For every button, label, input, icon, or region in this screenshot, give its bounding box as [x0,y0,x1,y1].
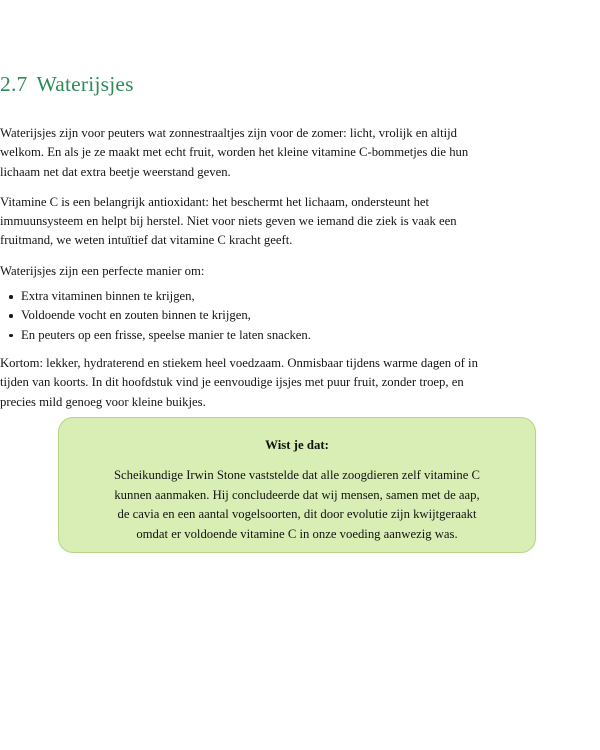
callout-line: Scheikundige Irwin Stone vaststelde dat alle zoogdieren zelf vitamine C [113,468,481,482]
callout-title: Wist je dat: [265,438,329,452]
page-title [0,72,134,97]
callout-line: omdat er voldoende vitamine C in onze voeding aanwezig was. [136,526,458,541]
paragraph-intro: Waterijsjes zijn voor peuters wat zonnestraaltjes zijn voor de zomer: licht, vrolijk en altijd welkom. En als je ze maakt met echt fruit, worden het kleine vitamine C-bommetjes die hun lichaam net dat extra beetje weerstand geven. [0,126,469,179]
list-item [0,287,482,306]
callout-line: kunnen aanmaken. Hij concludeerde dat wij mensen, samen met de aap, [114,487,480,502]
bullet-dot-icon [9,314,13,318]
chapter-title-text: Waterijsjes [36,72,134,96]
bullet-dot-icon [9,334,13,338]
list-item-label: En peuters op een frisse, speelse manier te laten snacken. [21,327,311,342]
body-content [0,124,482,412]
benefits-list [0,287,482,345]
list-item [0,306,482,325]
bullet-dot-icon [9,295,13,299]
list-item [0,326,482,345]
paragraph-closing: Kortom: lekker, hydraterend en stiekem heel voedzaam. Onmisbaar tijdens warme dagen of in tijden van koorts. In dit hoofdstuk vind je eenvoudige ijsjes met puur fruit, zonder troep, en precies mild genoeg voor kleine buikjes. [0,355,478,409]
paragraph-vitamin-c: Vitamine C is een belangrijk antioxidant: het beschermt het lichaam, ondersteunt het immuunsysteem en helpt bij herstel. Niet voor niets geven we iemand die ziek is vaak een fruitmand, we weten intuïtief dat vitamine C kracht geeft. [0,194,457,248]
did-you-know-callout [58,417,536,553]
callout-body [85,466,509,544]
callout-line: de cavia en een aantal vogelsoorten, dit door evolutie zijn kwijtgeraakt [117,507,477,522]
chapter-number: 2.7 [0,72,28,96]
list-item-label: Voldoende vocht en zouten binnen te krijgen, [21,308,251,323]
list-intro-text: Waterijsjes zijn een perfecte manier om: [0,263,205,278]
list-item-label: Extra vitaminen binnen te krijgen, [21,289,195,304]
